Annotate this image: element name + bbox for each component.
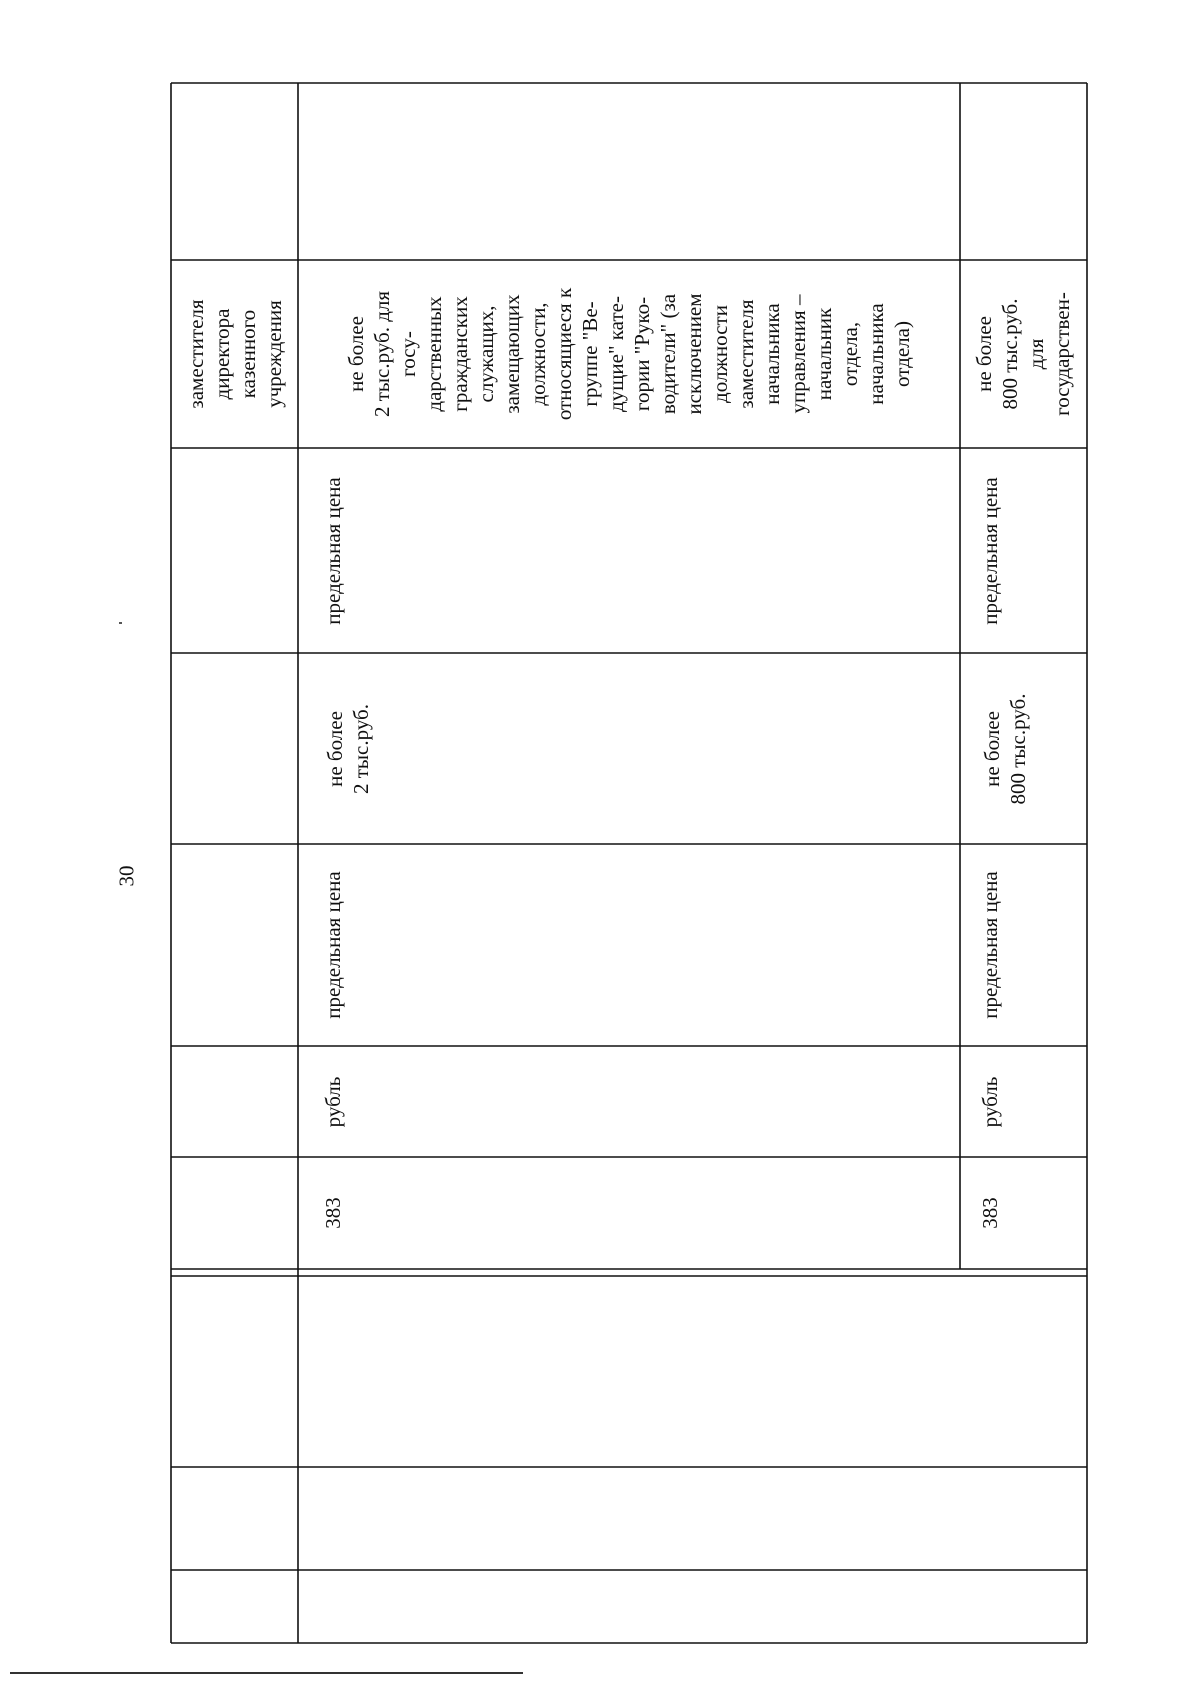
row1-code: 383 xyxy=(321,1197,345,1229)
row2-unit-cell xyxy=(965,1046,1015,1157)
row2-value2-cell xyxy=(965,260,1081,448)
row1-code-cell xyxy=(308,1157,358,1269)
row2-code-cell xyxy=(965,1157,1015,1269)
row1-char2: предельная цена xyxy=(321,476,345,625)
row2-unit: рубль xyxy=(978,1076,1002,1127)
row1-value1-cell xyxy=(308,653,388,844)
row1-value2-cell xyxy=(303,260,955,448)
row1-unit-cell xyxy=(308,1046,358,1157)
header-cell-col8 xyxy=(171,260,298,448)
row2-char1: предельная цена xyxy=(978,871,1002,1019)
page-number: 30 xyxy=(114,865,139,887)
row1-value1: не более 2 тыс.руб. xyxy=(323,703,373,794)
row1-char2-cell xyxy=(308,448,358,653)
row2-code: 383 xyxy=(978,1197,1002,1229)
row1-unit: рубль xyxy=(321,1076,345,1127)
row2-value1-cell xyxy=(965,653,1045,844)
footnote-rule xyxy=(10,1672,523,1674)
row2-char2: предельная цена xyxy=(978,476,1002,625)
row2-value1: не более 800 тыс.руб. xyxy=(980,693,1030,804)
header-col8-text: заместителя директора казенного учреждения xyxy=(183,299,286,409)
row2-value2: не более 800 тыс.руб. для государствен- xyxy=(972,292,1074,416)
row1-value2: не более 2 тыс.руб. для госу- дарственных гражданских служащих, замещающих должности, относящиеся к группе "Ве- дущие" кате- гории "Руко- водители" (за исключением должности заместителя начальника управления – начальник отдела, начальника отдела) xyxy=(344,287,914,421)
row2-char1-cell xyxy=(965,844,1015,1046)
row2-char2-cell xyxy=(965,448,1015,653)
row1-char1: предельная цена xyxy=(321,871,345,1019)
row1-char1-cell xyxy=(308,844,358,1046)
